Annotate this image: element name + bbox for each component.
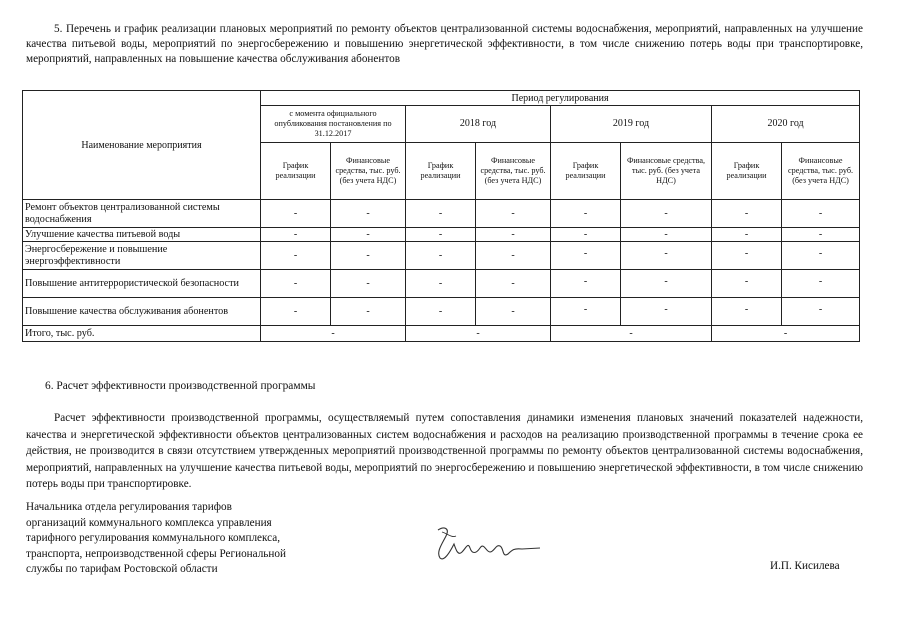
signatory-name: И.П. Кисилева	[770, 560, 840, 572]
row-name: Улучшение качества питьевой воды	[23, 228, 261, 242]
table-cell: -	[551, 298, 621, 326]
signatory-position	[26, 500, 286, 578]
year-2020-header: 2020 год	[712, 106, 860, 143]
table-cell: -	[782, 242, 860, 270]
signatory-line: Начальника отдела регулирования тарифов	[26, 501, 232, 513]
year-2018-header: 2018 год	[406, 106, 551, 143]
table-cell: -	[261, 228, 331, 242]
finance-column-header: Финансовые средства, тыс. руб. (без учета НДС)	[621, 143, 712, 200]
table-cell: -	[331, 200, 406, 228]
table-cell: -	[551, 242, 621, 270]
total-row	[23, 326, 860, 342]
signatory-line: транспорта, непроизводственной сферы Региональной	[26, 547, 286, 560]
table-cell: -	[712, 242, 782, 270]
finance-column-header: Финансовые средства, тыс. руб. (без учета НДС)	[476, 143, 551, 200]
schedule-column-header: График реализации	[712, 143, 782, 200]
total-cell: -	[712, 326, 860, 342]
table-cell: -	[782, 298, 860, 326]
row-name: Повышение качества обслуживания абонентов	[23, 298, 261, 326]
table-cell: -	[261, 270, 331, 298]
table-cell: -	[712, 228, 782, 242]
table-row	[23, 228, 860, 242]
table-cell: -	[621, 228, 712, 242]
total-cell: -	[406, 326, 551, 342]
table-row	[23, 200, 860, 228]
table-cell: -	[476, 242, 551, 270]
measures-table	[22, 90, 860, 342]
table-cell: -	[551, 228, 621, 242]
table-cell: -	[782, 228, 860, 242]
table-row	[23, 298, 860, 326]
section-6-paragraph: Расчет эффективности производственной программы, осуществляемый путем сопоставления динамики изменения плановых значений показателей надежности, качества и энергетической эффективности объектов централизованных систем водоснабжения и расходов на реализацию производственной программы в течение срока ее действия, не производится в связи отсутствием утвержденных мероприятий производственной программы по ремонту объектов централизованной системы водоснабжения, мероприятий, направленных на улучшение качества питьевой воды, мероприятий по энергосбережению и повышению энергетической эффективности, в том числе снижению потерь воды при транспортировке.	[26, 412, 863, 490]
table-cell: -	[476, 228, 551, 242]
schedule-column-header: График реализации	[261, 143, 331, 200]
table-cell: -	[782, 270, 860, 298]
signatory-line: тарифного регулирования коммунального комплекса,	[26, 532, 281, 544]
table-cell: -	[476, 298, 551, 326]
name-column-header: Наименование мероприятия	[23, 91, 261, 200]
total-cell: -	[261, 326, 406, 342]
table-cell: -	[331, 228, 406, 242]
table-cell: -	[476, 200, 551, 228]
table-cell: -	[331, 242, 406, 270]
table-row	[23, 242, 860, 270]
row-name: Ремонт объектов централизованной системы водоснабжения	[23, 200, 261, 228]
row-name: Повышение антитеррористической безопасности	[23, 270, 261, 298]
table-cell: -	[406, 242, 476, 270]
schedule-column-header: График реализации	[406, 143, 476, 200]
schedule-column-header: График реализации	[551, 143, 621, 200]
table-cell: -	[621, 242, 712, 270]
table-cell: -	[331, 270, 406, 298]
table-cell: -	[406, 270, 476, 298]
table-cell: -	[261, 298, 331, 326]
table-cell: -	[712, 200, 782, 228]
finance-column-header: Финансовые средства, тыс. руб. (без учета НДС)	[782, 143, 860, 200]
total-cell: -	[551, 326, 712, 342]
table-cell: -	[406, 298, 476, 326]
signatory-line: службы по тарифам Ростовской области	[26, 563, 218, 575]
table-cell: -	[621, 270, 712, 298]
table-cell: -	[712, 298, 782, 326]
table-cell: -	[712, 270, 782, 298]
table-cell: -	[621, 200, 712, 228]
table-cell: -	[261, 242, 331, 270]
table-cell: -	[261, 200, 331, 228]
table-cell: -	[551, 200, 621, 228]
table-cell: -	[621, 298, 712, 326]
table-cell: -	[782, 200, 860, 228]
row-name: Энергосбережение и повышение энергоэффективности	[23, 242, 261, 270]
handwritten-signature	[430, 522, 550, 572]
period-first-header: с момента официального опубликования постановления по 31.12.2017	[261, 106, 406, 143]
period-header: Период регулирования	[261, 91, 860, 106]
section-6-heading: 6. Расчет эффективности производственной программы	[45, 380, 316, 392]
signatory-line: организаций коммунального комплекса управления	[26, 516, 272, 529]
table-cell: -	[331, 298, 406, 326]
total-label: Итого, тыс. руб.	[23, 326, 261, 342]
table-cell: -	[551, 270, 621, 298]
year-2019-header: 2019 год	[551, 106, 712, 143]
table-row	[23, 270, 860, 298]
section-5-paragraph: 5. Перечень и график реализации плановых мероприятий по ремонту объектов централизованной системы водоснабжения, мероприятий, направленных на улучшение качества питьевой воды, мероприятий по энергосбережению и повышению энергетической эффективности, в том числе снижению потерь воды при транспортировке, мероприятий, направленных на повышение качества обслуживания абонентов	[26, 23, 863, 65]
table-cell: -	[406, 228, 476, 242]
table-cell: -	[406, 200, 476, 228]
finance-column-header: Финансовые средства, тыс. руб. (без учета НДС)	[331, 143, 406, 200]
table-cell: -	[476, 270, 551, 298]
